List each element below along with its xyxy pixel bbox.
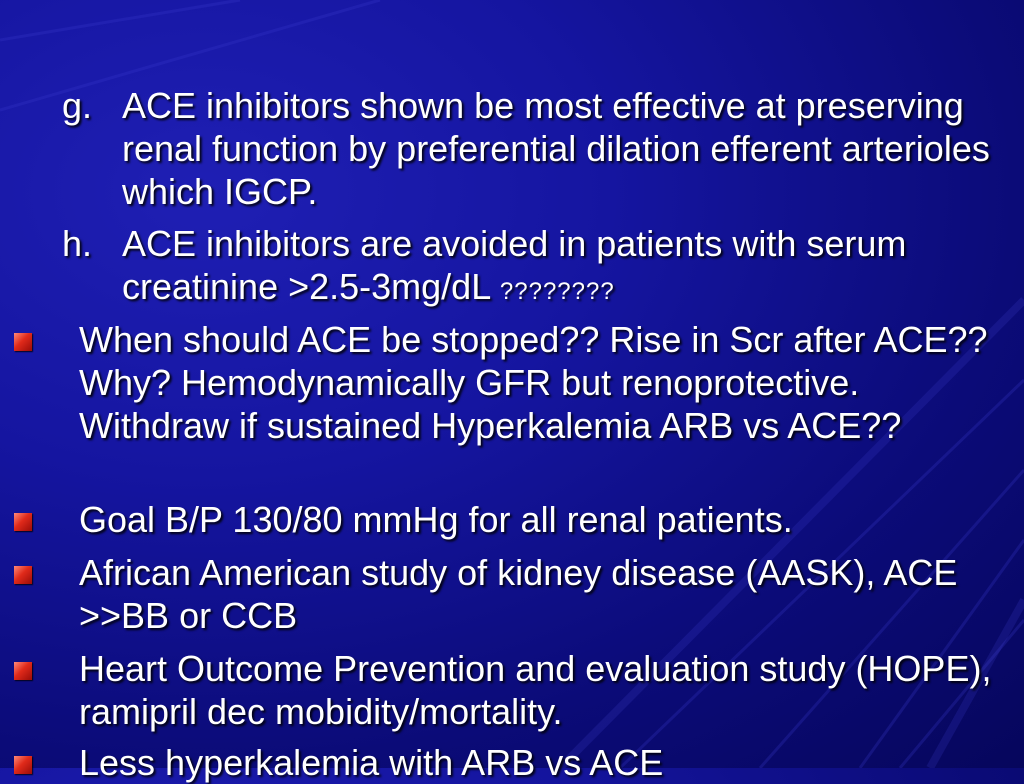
bullet-icon [14, 333, 32, 351]
sub-item-g-text: ACE inhibitors shown be most effective at preserving renal function by preferential dilation efferent arterioles which IGCP. [122, 85, 990, 212]
bullet-icon [14, 662, 32, 680]
sub-item-h-question-marks: ???????? [499, 278, 615, 305]
bullet-item-ace-stopped: When should ACE be stopped?? Rise in Scr after ACE?? Why? Hemodynamically GFR but renoprotective. Withdraw if sustained Hyperkalemia ARB vs ACE?? [79, 319, 988, 446]
bullet-item-aask: African American study of kidney disease (AASK), ACE >>BB or CCB [79, 552, 958, 636]
bullet-icon [14, 513, 32, 531]
sub-item-g [122, 84, 1002, 213]
bullet-icon [14, 756, 32, 774]
bullet-item-hyperkalemia: Less hyperkalemia with ARB vs ACE [79, 742, 664, 783]
sub-item-h [122, 222, 1002, 313]
bullet-item-goal-bp: Goal B/P 130/80 mmHg for all renal patients. [79, 499, 793, 540]
bullet-icon [14, 566, 32, 584]
sub-item-marker-g: g. [62, 85, 93, 126]
sub-item-h-text: ACE inhibitors are avoided in patients with serum creatinine >2.5-3mg/dL [122, 223, 907, 307]
bullet-item-hope: Heart Outcome Prevention and evaluation study (HOPE), ramipril dec mobidity/mortality. [79, 648, 992, 732]
sub-item-marker-h: h. [62, 223, 93, 264]
